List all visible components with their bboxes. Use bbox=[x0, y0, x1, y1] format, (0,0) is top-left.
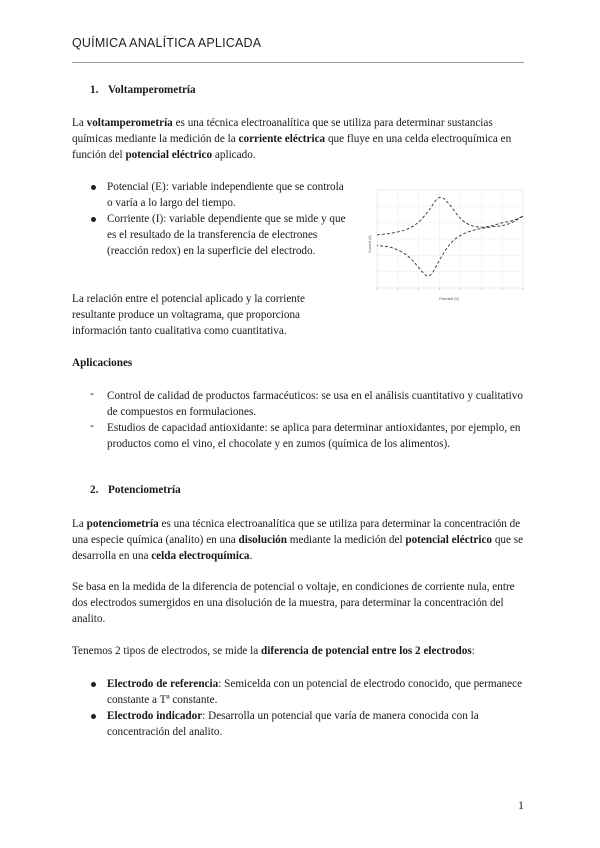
intro-text: que fluye en una celda electroquímica en función del bbox=[72, 133, 512, 161]
intro-text: . bbox=[249, 550, 253, 562]
intro-text: es una técnica electroanalítica que se utiliza para determinar sustancias químicas mediante la medición de la bbox=[72, 117, 493, 145]
section-2-title: Potenciometría bbox=[108, 484, 181, 496]
intro-text: mediante la medición del bbox=[287, 534, 406, 546]
intro-bold: disolución bbox=[238, 534, 287, 546]
intro-text: La bbox=[72, 518, 87, 530]
bullet-dot bbox=[91, 217, 96, 222]
y-axis-label: Current (A) bbox=[368, 235, 372, 253]
electrode-reference-item bbox=[107, 676, 527, 708]
intro-bold: potencial eléctrico bbox=[405, 534, 493, 546]
bullet-current: Corriente (I): variable dependiente que se mide y que es el resultado de la transferencia de electrones (reacción redox) en la superficie del electrodo. bbox=[107, 213, 346, 257]
potentiometry-basis-paragraph: Se basa en la medida de la diferencia de potencial o voltaje, en condiciones de corriente nula, entre dos electrodos sumergidos en una disolución de la muestra, para determinar la concentración del analito. bbox=[72, 581, 515, 625]
intro-bold: potenciometría bbox=[86, 518, 159, 530]
voltammogram-chart bbox=[365, 186, 527, 304]
intro-bold: celda electroquímica bbox=[151, 550, 250, 562]
section-1-number: 1. bbox=[90, 84, 99, 96]
intro-text: La bbox=[72, 117, 87, 129]
application-item-antioxidants: Estudios de capacidad antioxidante: se aplica para determinar antioxidantes, por ejemplo, en productos como el vino, el chocolate y en zumos (química de los alimentos). bbox=[107, 422, 521, 450]
types-text: Tenemos 2 tipos de electrodos, se mide la bbox=[72, 645, 262, 657]
types-text: : bbox=[471, 645, 475, 657]
bullet-dot bbox=[91, 682, 96, 687]
header-divider bbox=[72, 62, 524, 63]
section-2-number: 2. bbox=[90, 484, 99, 496]
dash-bullet: - bbox=[90, 388, 94, 400]
electrode-indicator-item bbox=[107, 708, 527, 740]
types-bold: diferencia de potencial entre los 2 electrodos bbox=[261, 645, 472, 657]
intro-text: que se desarrolla en una bbox=[72, 534, 524, 562]
electrode-types-paragraph bbox=[72, 643, 530, 659]
electrode-label: Electrodo de referencia bbox=[107, 678, 219, 690]
applications-heading: Aplicaciones bbox=[72, 357, 133, 369]
dash-bullet: - bbox=[90, 420, 94, 432]
section-1-heading bbox=[90, 84, 196, 96]
intro-bold: voltamperometría bbox=[86, 117, 173, 129]
page-number: 1 bbox=[518, 798, 524, 812]
potentiometry-intro-paragraph bbox=[72, 516, 530, 564]
voltammetry-intro-paragraph bbox=[72, 115, 530, 163]
intro-bold: corriente eléctrica bbox=[238, 133, 326, 145]
section-2-heading bbox=[90, 484, 181, 496]
intro-text: es una técnica electroanalítica que se utiliza para determinar la concentración de una especie química (analito) en una bbox=[72, 518, 521, 546]
section-1-title: Voltamperometría bbox=[108, 84, 196, 96]
intro-bold: potencial eléctrico bbox=[125, 149, 213, 161]
electrode-label: Electrodo indicador bbox=[107, 710, 203, 722]
document-header-title: QUÍMICA ANALÍTICA APLICADA bbox=[72, 36, 262, 50]
electrode-description: : Desarrolla un potencial que varía de manera conocida con la concentración del analito. bbox=[107, 710, 479, 738]
bullet-potential: Potencial (E): variable independiente que se controla o varía a lo largo del tiempo. bbox=[107, 181, 344, 209]
electrode-description: : Semicelda con un potencial de electrodo conocido, que permanece constante a Tª constante. bbox=[107, 678, 523, 706]
voltagram-relation-paragraph: La relación entre el potencial aplicado y la corriente resultante produce un voltagrama, que proporciona información tanto cualitativa como cuantitativa. bbox=[72, 293, 305, 337]
x-axis-label: Potential (V) bbox=[439, 297, 459, 301]
application-item-quality-control: Control de calidad de productos farmacéuticos: se usa en el análisis cuantitativo y cualitativo de compuestos en formulaciones. bbox=[107, 390, 523, 418]
bullet-dot bbox=[91, 714, 96, 719]
bullet-dot bbox=[91, 185, 96, 190]
intro-text: aplicado. bbox=[212, 149, 256, 161]
